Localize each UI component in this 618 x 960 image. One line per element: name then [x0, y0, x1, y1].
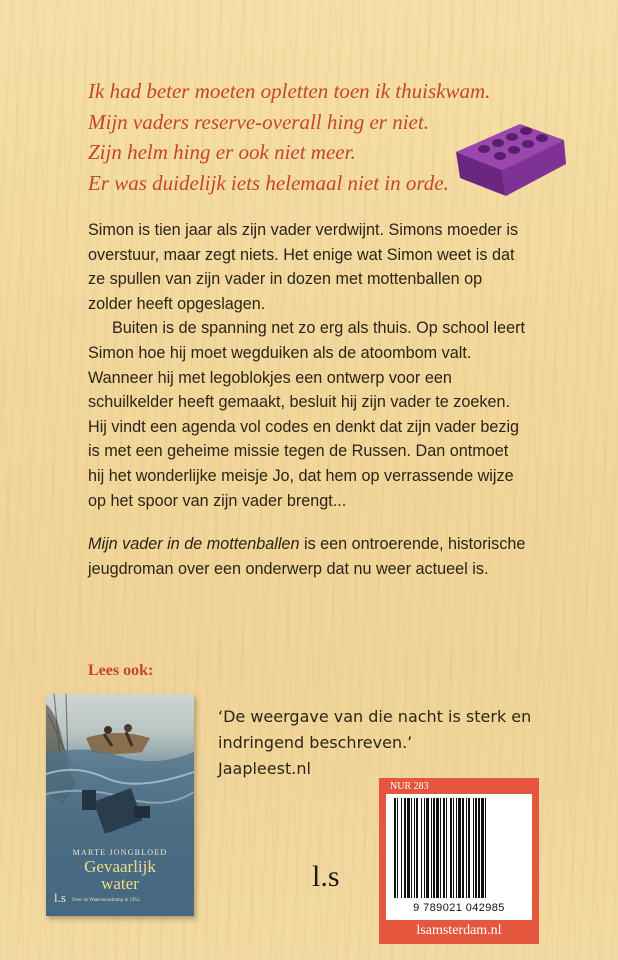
blurb-paragraph-3 [88, 532, 528, 581]
related-book-title: Gevaarlijk water [84, 857, 156, 893]
barcode-bar [443, 798, 445, 898]
barcode-bar [433, 798, 435, 898]
barcode-bar [414, 798, 415, 898]
barcode-bar [475, 798, 477, 898]
lego-brick-illustration [450, 118, 568, 198]
blurb [88, 218, 528, 581]
barcode-bar [411, 798, 412, 898]
publisher-website: lsamsterdam.nl [416, 923, 502, 938]
quote-line: Er was duidelijk iets helemaal niet in orde. [88, 170, 449, 195]
barcode-bar [421, 798, 422, 898]
nur-code: NUR 283 [390, 781, 429, 792]
blurb-paragraph-1: Simon is tien jaar als zijn vader verdwijnt. Simons moeder is overstuur, maar zegt niets. Het enige wat Simon weet is dat ze spullen van zijn vader in dozen met mottenballen op zolder heeft opgeslagen. [88, 221, 519, 313]
barcode-bar [426, 798, 429, 898]
barcode-bar [485, 798, 486, 898]
barcode-bar [431, 798, 432, 898]
review-line: indringend beschreven.’ [218, 733, 413, 752]
barcode-bar [401, 798, 402, 898]
quote-line: Mijn vaders reserve-overall hing er niet. [88, 109, 429, 134]
barcode-bar [407, 798, 410, 898]
related-book-cover [46, 694, 194, 916]
barcode-bar [446, 798, 447, 898]
barcode-bar [424, 798, 425, 898]
barcode-bar [456, 798, 457, 898]
barcode [392, 798, 526, 900]
lees-ook-heading: Lees ook: [88, 662, 154, 679]
barcode-bar [453, 798, 454, 898]
barcode-bar [473, 798, 474, 898]
barcode-bar [416, 798, 418, 898]
publisher-logo: l.s [312, 860, 340, 893]
related-book-subtitle: Over de Watersnoodramp in 1953 [72, 898, 140, 903]
review-line: ‘De weergave van die nacht is sterk en [218, 707, 532, 726]
review-quote [218, 704, 538, 782]
barcode-bar [478, 798, 480, 898]
barcode-bar [466, 798, 467, 898]
barcode-bar [450, 798, 452, 898]
blurb-paragraph-3-text: is een ontroerende, historische jeugdroman over een onderwerp dat nu weer actueel is. [88, 535, 526, 578]
blurb-paragraph-2: Buiten is de spanning net zo erg als thuis. Op school leert Simon hoe hij moet wegduiken als de atoombom valt. Wanneer hij met legoblokjes een ontwerp voor een schuilkelder heeft gemaakt, besluit hij zijn vader te zoeken. Hij vindt een agenda vol codes en denkt dat zijn vader bezig is met een geheime missie tegen de Russen. Dan ontmoet hij het wonderlijke meisje Jo, dat hem op verrassende wijze op het spoor van zijn vader brengt... [88, 319, 526, 510]
book-title-reference: Mijn vader in de mottenballen [88, 535, 300, 554]
barcode-bar [397, 798, 398, 898]
barcode-bar [458, 798, 461, 898]
quote-line: Ik had beter moeten opletten toen ik thuiskwam. [88, 79, 491, 103]
barcode-panel [386, 794, 532, 920]
related-book-author: MARTE JONGBLOED [72, 848, 168, 857]
barcode-bar [394, 798, 396, 898]
review-source: Jaapleest.nl [218, 759, 311, 778]
barcode-bar [404, 798, 406, 898]
related-book-publisher-logo: l.s [54, 890, 66, 905]
quote-line: Zijn helm hing er ook niet meer. [88, 140, 356, 164]
barcode-bar [481, 798, 484, 898]
barcode-bar [440, 798, 441, 898]
barcode-bar [468, 798, 470, 898]
barcode-bar [436, 798, 439, 898]
isbn-number: 9 789021 042985 [413, 902, 505, 914]
barcode-bar [462, 798, 464, 898]
